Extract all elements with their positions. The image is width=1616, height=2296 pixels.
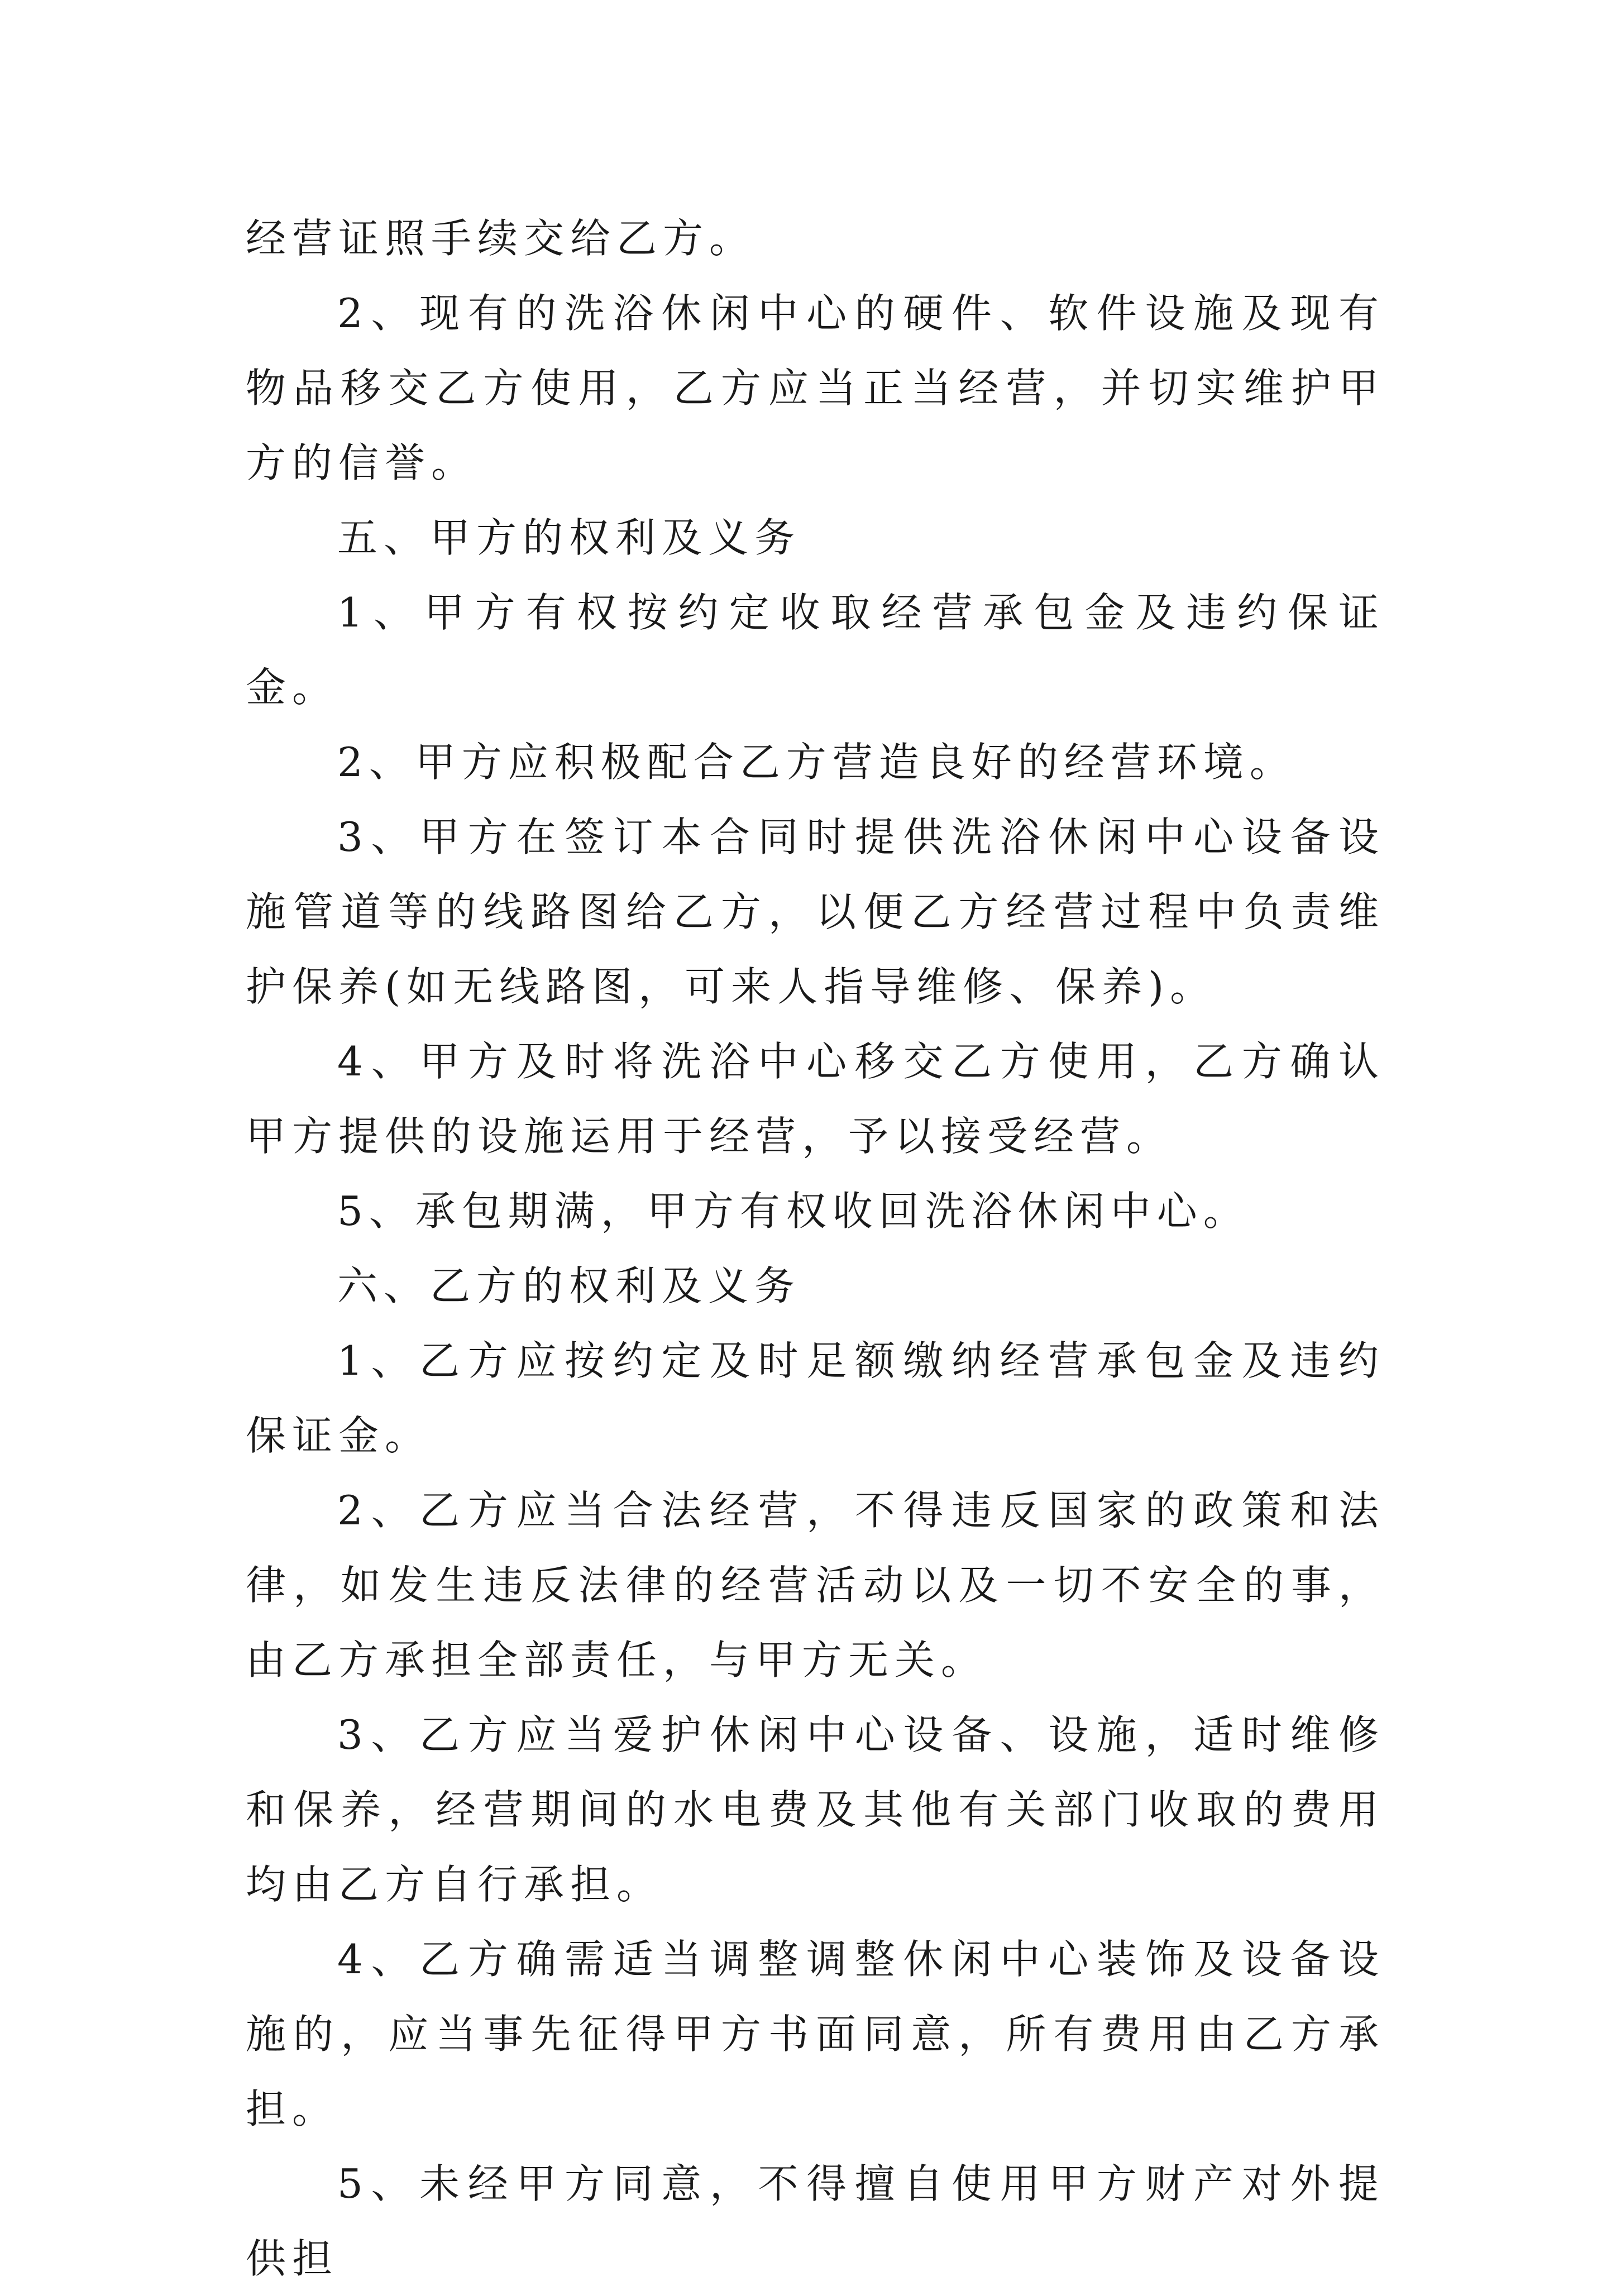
section-heading: 五、甲方的权利及义务 bbox=[337, 514, 801, 561]
paragraph-item: 2、甲方应积极配合乙方营造良好的经营环境。 bbox=[337, 739, 1296, 786]
paragraph-item: 2、现有的洗浴休闲中心的硬件、软件设施及现有物品移交乙方使用，乙方应当正当经营，并切实维护甲方的信誉。 bbox=[246, 290, 1385, 486]
paragraph-item: 5、未经甲方同意，不得擅自使用甲方财产对外提供担 bbox=[246, 2160, 1385, 2282]
paragraph-item: 5、承包期满，甲方有权收回洗浴休闲中心。 bbox=[337, 1188, 1250, 1235]
paragraph-item: 1、乙方应按约定及时足额缴纳经营承包金及违约保证金。 bbox=[246, 1337, 1385, 1459]
document-body bbox=[246, 201, 1385, 2296]
paragraph-item: 4、甲方及时将洗浴中心移交乙方使用，乙方确认甲方提供的设施运用于经营，予以接受经营。 bbox=[246, 1038, 1385, 1160]
paragraph-item: 4、乙方确需适当调整调整休闲中心装饰及设备设施的，应当事先征得甲方书面同意，所有费用由乙方承担。 bbox=[246, 1936, 1385, 2132]
paragraph-continuation: 经营证照手续交给乙方。 bbox=[246, 215, 756, 262]
paragraph-item: 3、乙方应当爱护休闲中心设备、设施，适时维修和保养，经营期间的水电费及其他有关部门收取的费用均由乙方自行承担。 bbox=[246, 1711, 1385, 1908]
paragraph-item: 2、乙方应当合法经营，不得违反国家的政策和法律，如发生违反法律的经营活动以及一切不安全的事，由乙方承担全部责任，与甲方无关。 bbox=[246, 1487, 1385, 1683]
section-heading: 六、乙方的权利及义务 bbox=[337, 1262, 801, 1309]
paragraph-item: 1、甲方有权按约定收取经营承包金及违约保证金。 bbox=[246, 589, 1385, 711]
paragraph-item: 3、甲方在签订本合同时提供洗浴休闲中心设备设施管道等的线路图给乙方，以便乙方经营过程中负责维护保养(如无线路图，可来人指导维修、保养)。 bbox=[246, 814, 1385, 1010]
